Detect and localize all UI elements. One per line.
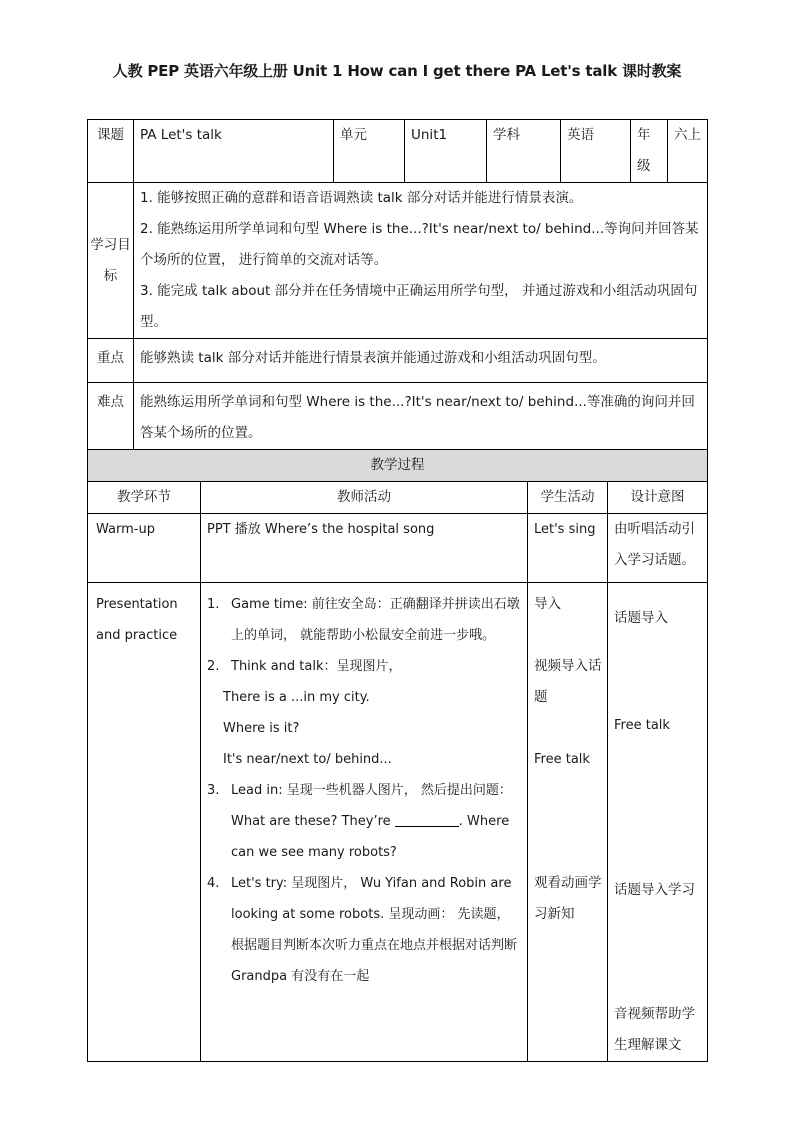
subject-value: 英语 [561,120,631,183]
goals-label: 学习目标 [88,183,134,339]
subject-label: 学科 [487,120,561,183]
presentation-purpose [608,583,708,1062]
difficulty-row [88,383,708,450]
course-label: 课题 [88,120,134,183]
teacher-step-2: 2. Think and talk：呈现图片， [207,659,402,674]
header-teacher: 教师活动 [201,482,528,514]
key-point-row [88,339,708,383]
header-student: 学生活动 [528,482,608,514]
warmup-student: Let's sing [528,514,608,583]
teacher-step-4: 4. Let's try: 呈现图片， Wu Yifan and Robin are looking at some robots. 呈现动画： 先读题， 根据题目判断本次听力重点在地点并根据对话判断 Grandpa 有没有在一起 [207,876,518,984]
key-point-label: 重点 [88,339,134,383]
goal-item: 1. 能够按照正确的意群和语音语调熟读 talk 部分对话并能进行情景表演。 [140,190,583,206]
grade-label: 年级 [631,120,668,183]
difficulty-label: 难点 [88,383,134,450]
goal-item: 2. 能熟练运用所学单词和句型 Where is the...?It's near/next to/ behind...等询问并回答某个场所的位置， 进行简单的交流对话等。 [140,221,699,268]
course-value: PA Let's talk [134,120,334,183]
purpose-2: Free talk [614,718,670,733]
presentation-student [528,583,608,1062]
header-stage: 教学环节 [88,482,201,514]
unit-label: 单元 [334,120,405,183]
goals-content [134,183,708,339]
teacher-step-3: 3. Lead in: 呈现一些机器人图片， 然后提出问题： What are these? They’re . Where can we see many robots? [207,783,512,860]
difficulty-text: 能熟练运用所学单词和句型 Where is the...?It's near/next to/ behind...等准确的询问并回答某个场所的位置。 [134,383,708,450]
document-title: 人教 PEP 英语六年级上册 Unit 1 How can I get there PA Let's talk 课时教案 [112,62,682,80]
student-activity-1: 导入 [534,596,561,612]
unit-value: Unit1 [405,120,487,183]
goal-item: 3. 能完成 talk about 部分并在任务情境中正确运用所学句型， 并通过游戏和小组活动巩固句型。 [140,283,698,330]
student-activity-3: Free talk [534,752,590,767]
key-point-text: 能够熟读 talk 部分对话并能进行情景表演并能通过游戏和小组活动巩固句型。 [134,339,708,383]
process-header-row [88,482,708,514]
warmup-row [88,514,708,583]
teacher-step-1: 1. Game time: 前往安全岛：正确翻译并拼读出石墩上的单词， 就能帮助小松鼠安全前进一步哦。 [207,597,520,643]
warmup-stage: Warm-up [88,514,201,583]
lesson-plan-table [87,119,708,1062]
presentation-teacher [201,583,528,1062]
purpose-3: 话题导入学习 [614,882,695,898]
grade-value: 六上 [668,120,708,183]
purpose-4: 音视频帮助学生理解课文 [614,1006,695,1053]
presentation-stage: Presentation and practice [88,583,201,1062]
purpose-1: 话题导入 [614,610,668,626]
presentation-row [88,583,708,1062]
answer-blank [395,812,459,827]
teacher-step-2-lines: There is a ...in my city. Where is it? It's near/next to/ behind... [223,690,392,767]
info-row [88,120,708,183]
goals-row [88,183,708,339]
process-section-title: 教学过程 [88,450,708,482]
warmup-teacher: PPT 播放 Where’s the hospital song [201,514,528,583]
warmup-purpose: 由听唱活动引入学习话题。 [608,514,708,583]
student-activity-2: 视频导入话题 [534,658,602,705]
student-activity-4: 观看动画学习新知 [534,875,602,922]
header-purpose: 设计意图 [608,482,708,514]
process-title-row [88,450,708,482]
